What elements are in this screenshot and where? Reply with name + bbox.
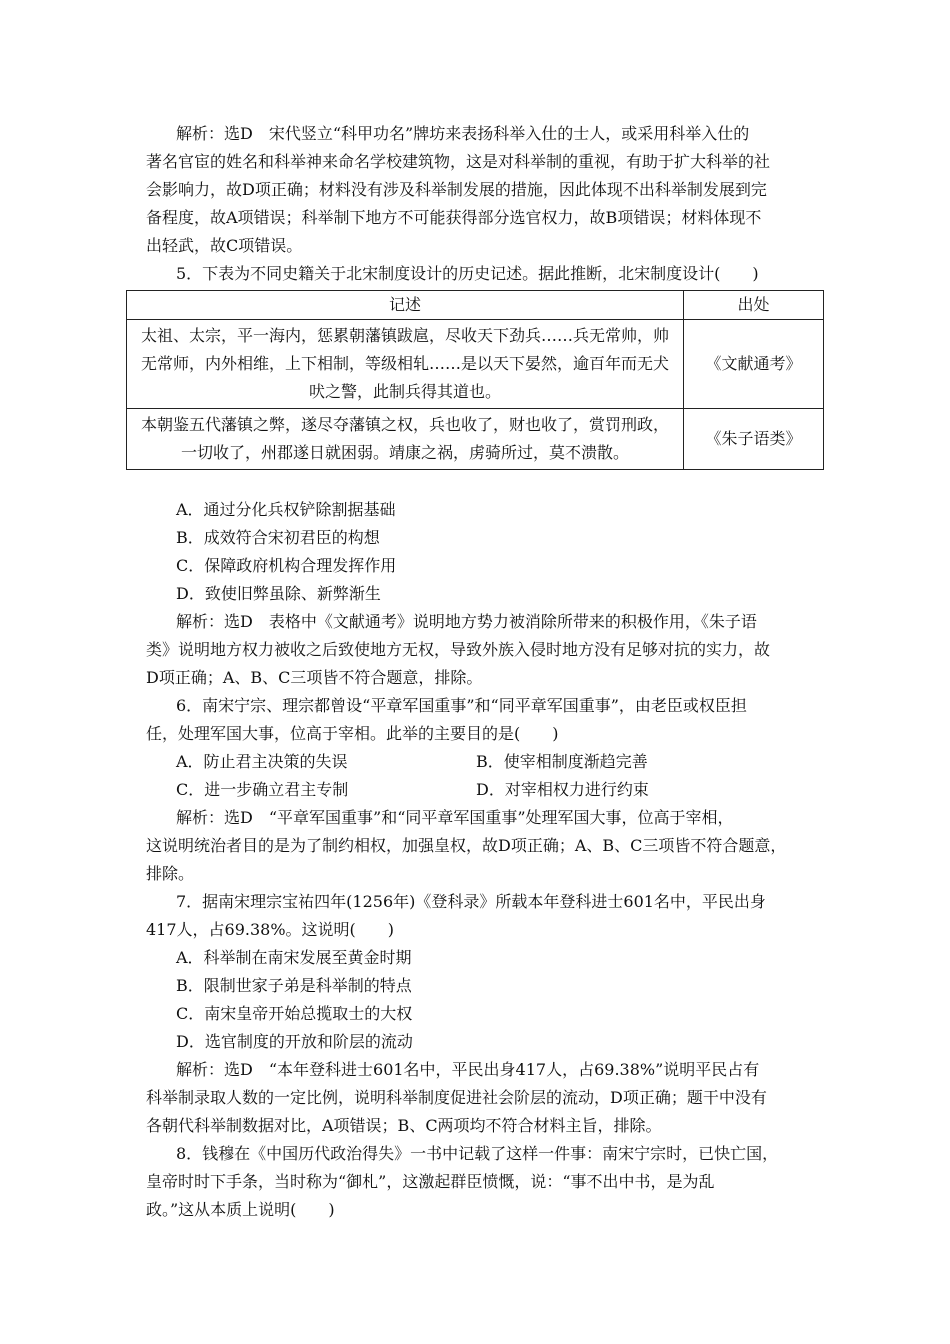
option-c[interactable]: C．南宋皇帝开始总揽取士的大权: [176, 1004, 413, 1023]
table-header-source: 出处: [684, 291, 824, 320]
table-cell-source: 《朱子语类》: [684, 409, 824, 470]
analysis-line: 会影响力，故D项正确；材料没有涉及科举制发展的措施，因此体现不出科举制发展到完: [146, 180, 767, 199]
analysis-line: D项正确；A、B、C三项皆不符合题意，排除。: [146, 668, 483, 687]
option-d[interactable]: D．选官制度的开放和阶层的流动: [176, 1032, 413, 1051]
analysis-line: 备程度，故A项错误；科举制下地方不可能获得部分选官权力，故B项错误；材料体现不: [146, 208, 762, 227]
analysis-line: 解析：选D 表格中《文献通考》说明地方势力被消除所带来的积极作用，《朱子语: [176, 612, 757, 631]
question-stem: 任，处理军国大事，位高于宰相。此举的主要目的是( ): [146, 724, 559, 743]
analysis-line: 排除。: [146, 864, 195, 883]
q4-analysis: [146, 120, 826, 260]
option-b[interactable]: B．使宰相制度渐趋完善: [476, 752, 648, 771]
analysis-line: 这说明统治者目的是为了制约相权，加强皇权，故D项正确；A、B、C三项皆不符合题意，: [146, 836, 787, 855]
table-cell-record: 本朝鉴五代藩镇之弊，遂尽夺藩镇之权，兵也收了，财也收了，赏罚刑政，一切收了，州郡遂日就困弱。靖康之祸，虏骑所过，莫不溃散。: [127, 409, 684, 470]
question-8: [146, 1140, 826, 1224]
table-cell-source: 《文献通考》: [684, 320, 824, 409]
question-7: [146, 888, 826, 1140]
analysis-line: 解析：选D “本年登科进士601名中，平民出身417人，占69.38%”说明平民占有: [176, 1060, 760, 1079]
option-row: [146, 776, 826, 804]
analysis-line: 著名官宦的姓名和科举神来命名学校建筑物，这是对科举制的重视，有助于扩大科举的社: [146, 152, 771, 171]
question-stem: 5．下表为不同史籍关于北宋制度设计的历史记述。据此推断，北宋制度设计( ): [176, 264, 759, 283]
document-content: [140, 120, 826, 1224]
option-d[interactable]: D．致使旧弊虽除、新弊渐生: [176, 584, 381, 603]
option-a[interactable]: A．科举制在南宋发展至黄金时期: [176, 948, 412, 967]
question-6: [146, 692, 826, 888]
option-a[interactable]: A．防止君主决策的失误: [176, 752, 348, 771]
option-row: [146, 748, 826, 776]
history-records-table: [126, 290, 824, 470]
question-stem: 7．据南宋理宗宝祐四年(1256年)《登科录》所载本年登科进士601名中，平民出身: [176, 892, 766, 911]
table-row: [127, 320, 824, 409]
option-d[interactable]: D．对宰相权力进行约束: [476, 780, 649, 799]
analysis-line: 类》说明地方权力被收之后致使地方无权，导致外族入侵时地方没有足够对抗的实力，故: [146, 640, 771, 659]
analysis-line: 各朝代科举制数据对比，A项错误；B、C两项均不符合材料主旨，排除。: [146, 1116, 662, 1135]
analysis-line: 出轻武，故C项错误。: [146, 236, 303, 255]
option-c[interactable]: C．保障政府机构合理发挥作用: [176, 556, 397, 575]
table-row: [127, 409, 824, 470]
question-stem: 政。”这从本质上说明( ): [146, 1200, 335, 1219]
question-stem: 417人，占69.38%。这说明( ): [146, 920, 395, 939]
table-header-record: 记述: [127, 291, 684, 320]
question-stem: 皇帝时时下手条，当时称为“御札”，这激起群臣愤慨，说：“事不出中书，是为乱: [146, 1172, 715, 1191]
analysis-line: 解析：选D “平章军国重事”和“同平章军国重事”处理军国大事，位高于宰相，: [176, 808, 734, 827]
spacer: [146, 480, 826, 496]
option-a[interactable]: A．通过分化兵权铲除割据基础: [176, 500, 396, 519]
analysis-line: 科举制录取人数的一定比例，说明科举制度促进社会阶层的流动，D项正确；题干中没有: [146, 1088, 767, 1107]
option-b[interactable]: B．限制世家子弟是科举制的特点: [176, 976, 412, 995]
table-header-row: [127, 291, 824, 320]
question-5: [140, 260, 826, 692]
table-cell-record: 太祖、太宗，平一海内，惩累朝藩镇跋扈，尽收天下劲兵……兵无常帅，帅无常师，内外相维，上下相制，等级相轧……是以天下晏然，逾百年而无犬吠之警，此制兵得其道也。: [127, 320, 684, 409]
analysis-line: 解析：选D 宋代竖立“科甲功名”牌坊来表扬科举入仕的士人，或采用科举入仕的: [176, 124, 750, 143]
question-stem: 6．南宋宁宗、理宗都曾设“平章军国重事”和“同平章军国重事”，由老臣或权臣担: [176, 696, 747, 715]
option-c[interactable]: C．进一步确立君主专制: [176, 780, 349, 799]
option-b[interactable]: B．成效符合宋初君臣的构想: [176, 528, 380, 547]
question-stem: 8．钱穆在《中国历代政治得失》一书中记载了这样一件事：南宋宁宗时，已快亡国，: [176, 1144, 779, 1163]
